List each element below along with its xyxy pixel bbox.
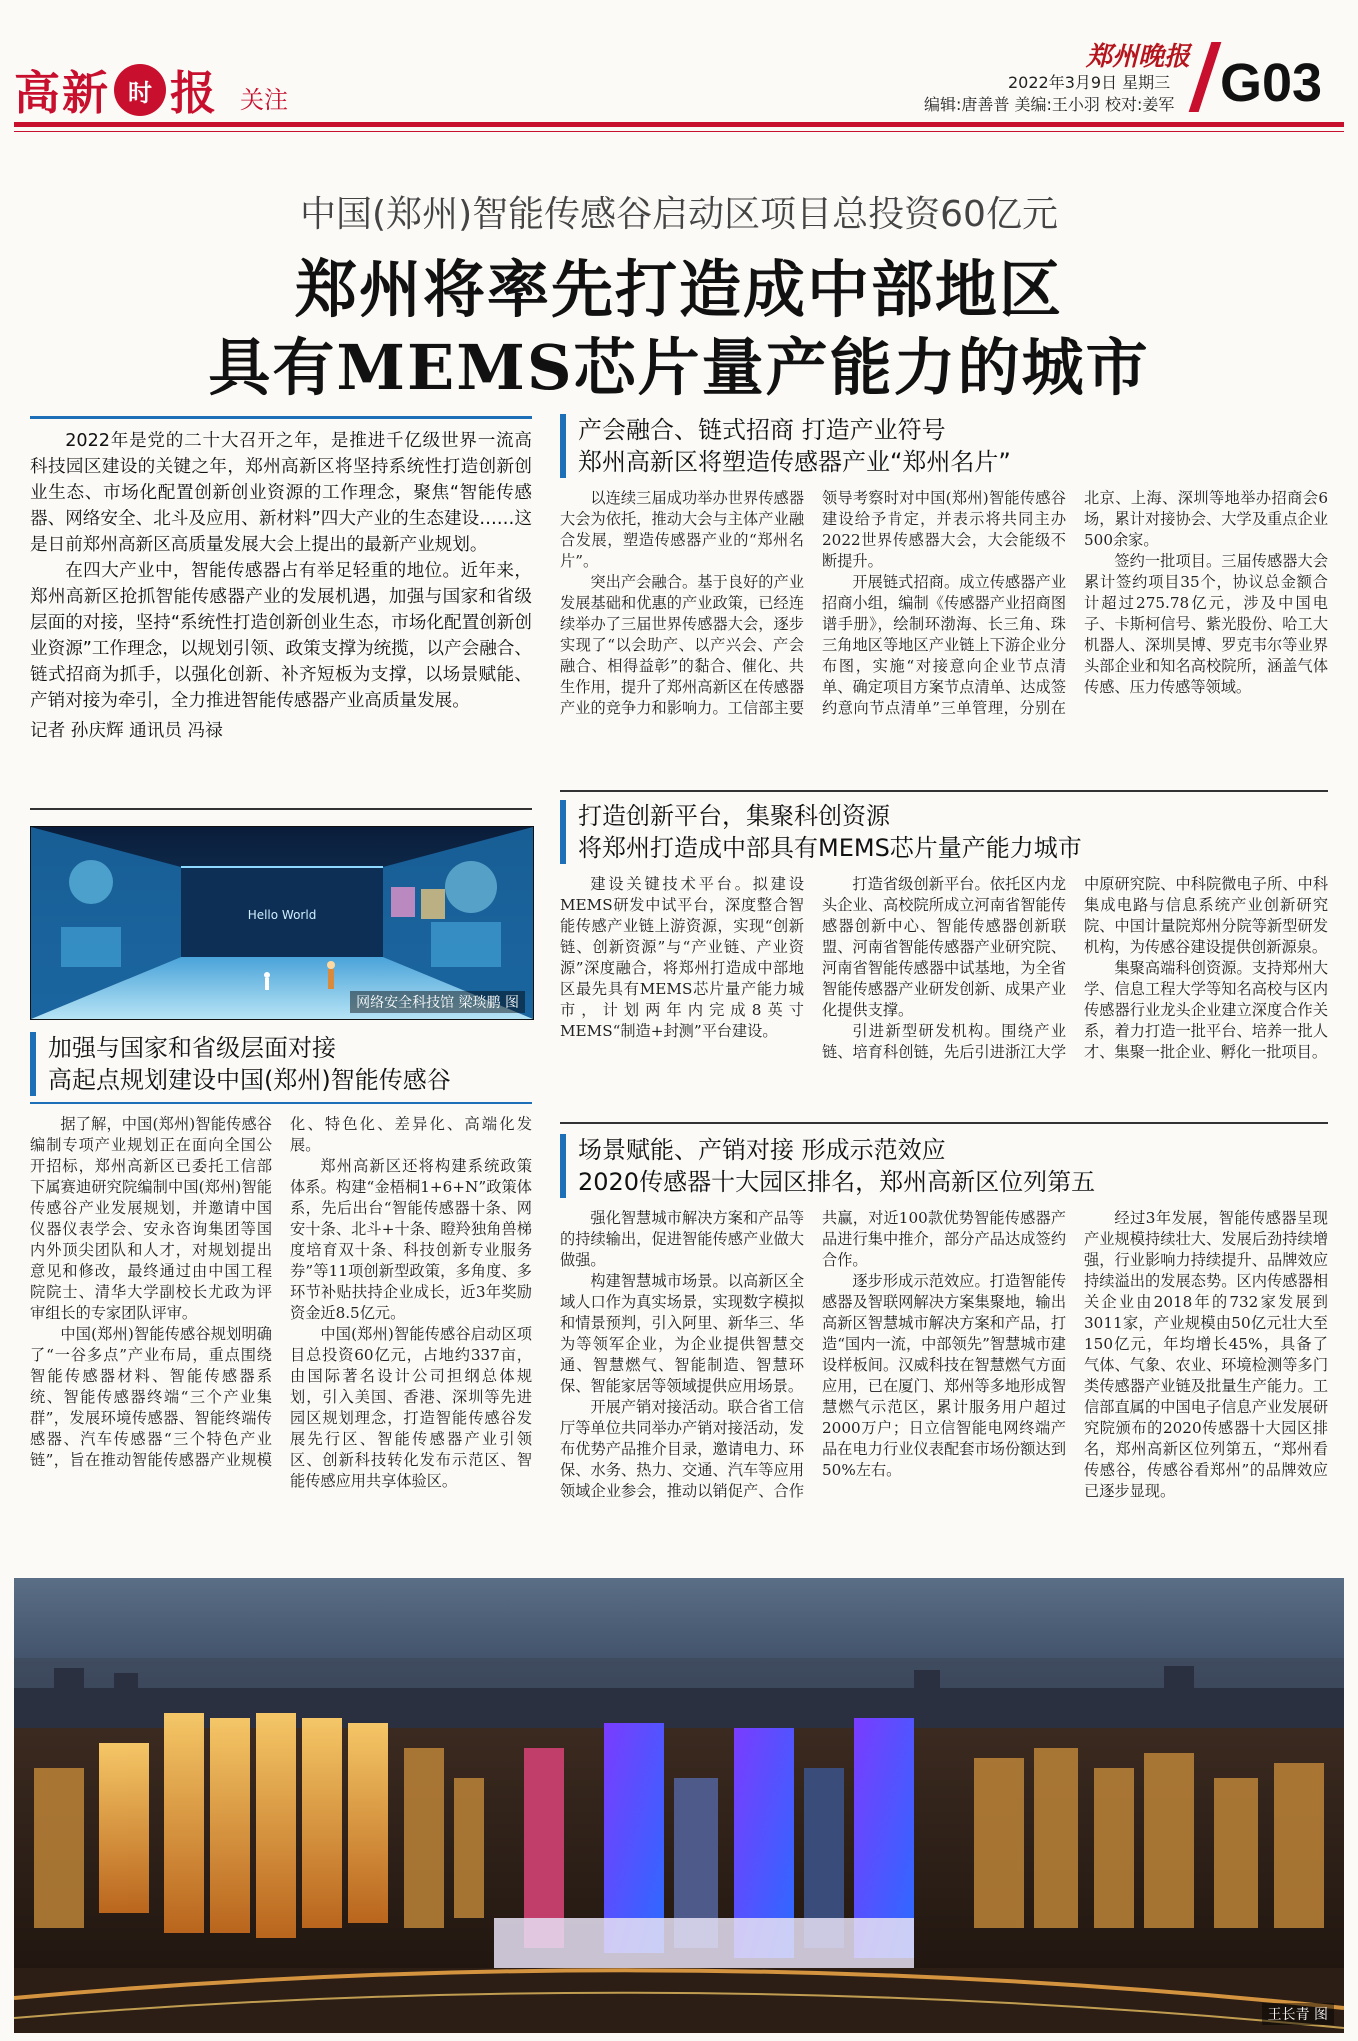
body-paragraph: 打造省级创新平台。依托区内龙头企业、高校院所成立河南省智能传感器创新中心、智能传感器创新联盟、河南省智能传感器产业研究院、河南省智能传感器中试基地，为全省智能传感器产业研发创新、成果产业化提供支撑。 <box>822 875 1066 1019</box>
section-heading-left <box>30 1032 532 1096</box>
lead-article <box>30 428 532 744</box>
body-paragraph: 逐步形成示范效应。打造智能传感器及智联网解决方案集聚地，输出高新区智慧城市解决方案和产品，打造“国内一流，中部领先”智慧城市建设样板间。汉威科技在智慧燃气方面应用，已在厦门、郑州等多地形成智慧燃气示范区，累计服务用户超过2000万户；日立信智能电网终端产品在电力行业仪表配套市场份额达到50%左右。 <box>822 1272 1066 1479</box>
body-paragraph: 签约一批项目。三届传感器大会累计签约项目35个，协议总金额合计超过275.78亿元，涉及中国电子、卡斯柯信号、紫光股份、哈工大机器人、深圳昊博、罗克韦尔等业界头部企业和知名高校院所，涵盖气体传感、压力传感等领域。 <box>1084 552 1328 696</box>
city-night-photo <box>14 1578 1344 2033</box>
body-paragraph: 中国(郑州)智能传感谷规划明确了“一谷多点”产业布局，重点围绕智能传感器材料、智能传感器系统、智能传感器终端“三个产业集群”，发展环境传感器、智能终端传感器、汽车传感器“三个特色产业链”，旨在推动智能传感器产业规模化、特色化、差异化、高端化发展。 <box>30 1115 532 1469</box>
lead-paragraph: 在四大产业中，智能传感器占有举足轻重的地位。近年来，郑州高新区抢抓智能传感器产业的发展机遇，加强与国家和省级层面的对接，坚持“系统性打造创新创业生态，市场化配置创新创业资源”工作理念，以规划引领、政策支撑为统揽，以产会融合、链式招商为抓手，以强化创新、补齐短板为支撑，以场景赋能、产销对接为牵引，全力推进智能传感器产业高质量发展。 <box>30 561 532 711</box>
section-subtitle: 2020传感器十大园区排名，郑州高新区位列第五 <box>578 1168 1096 1196</box>
byline: 记者 孙庆辉 通讯员 冯禄 <box>30 721 223 741</box>
brand-text-left: 高新 <box>14 66 110 120</box>
body-paragraph: 开展链式招商。成立传感器产业招商小组，编制《传感器产业招商图谱手册》，绘制环渤海、长三角、珠三角地区等地区产业链上下游企业分布图，实施“对接意向企业节点清单、确定项目方案节点清单、达成签约意向节点清单”三单管理，分别在北京、上海、深圳等地举办招商会6场，累计对接协会、大学及重点企业500余家。 <box>822 489 1328 717</box>
section-rule <box>30 1102 532 1104</box>
brand-circle-badge: 时 <box>114 64 166 116</box>
headline-line-1: 郑州将率先打造成中部地区 <box>294 253 1063 326</box>
body-paragraph: 郑州高新区还将构建系统政策体系。构建“金梧桐1+6+N”政策体系，先后出台“智能传感器十条、网安十条、北斗+十条、瞪羚独角兽梯度培育双十条、科技创新专业服务券”等11项创新型政策，多角度、多环节补贴扶持企业成长，近3年奖励资金近8.5亿元。 <box>290 1157 532 1322</box>
section-title: 产会融合、链式招商 打造产业符号 <box>578 416 946 444</box>
body-paragraph: 强化智慧城市解决方案和产品等的持续输出，促进智能传感产业做大做强。 <box>560 1209 804 1269</box>
section-subtitle: 郑州高新区将塑造传感器产业“郑州名片” <box>578 448 1011 476</box>
header-divider-thin <box>14 131 1344 132</box>
photo-caption: 王长青 图 <box>1262 2003 1334 2025</box>
body-paragraph: 据了解，中国(郑州)智能传感谷编制专项产业规划正在面向全国公开招标，郑州高新区已委托工信部下属赛迪研究院编制中国(郑州)智能传感谷产业发展规划，并邀请中国仪器仪表学会、安永咨询集团等国内外顶尖团队和人才，对规划提出意见和修改，最终通过由中国工程院院士、清华大学副校长尤政为评审组长的专家团队评审。 <box>30 1115 272 1322</box>
section-subtitle: 高起点规划建设中国(郑州)智能传感谷 <box>48 1066 451 1094</box>
section-body-left <box>30 1114 532 1554</box>
exhibition-hall-photo <box>30 826 534 1020</box>
lead-paragraph: 2022年是党的二十大召开之年，是推进千亿级世界一流高科技园区建设的关键之年，郑州高新区将坚持系统性打造创新创业生态、市场化配置创新创业资源的工作理念，聚焦“智能传感器、网络安全、北斗及应用、新材料”四大产业的生态建设……这是日前郑州高新区高质量发展大会上提出的最新产业规划。 <box>30 431 532 555</box>
page-slash-mark <box>1189 42 1222 112</box>
body-paragraph: 集聚高端科创资源。支持郑州大学、信息工程大学等知名高校与区内传感器行业龙头企业建立深度合作关系，着力打造一批平台、培养一批人才、集聚一批企业、孵化一批项目。 <box>1084 959 1328 1061</box>
section-separator <box>560 790 1328 792</box>
headline-kicker: 中国(郑州)智能传感谷启动区项目总投资60亿元 <box>300 194 1058 235</box>
section-title: 场景赋能、产销对接 形成示范效应 <box>578 1136 946 1164</box>
photo-caption: 网络安全科技馆 梁琰鹏 图 <box>350 991 525 1013</box>
body-paragraph: 开展产销对接活动。联合省工信厅等单位共同举办产销对接活动，发布优势产品推介目录，邀请电力、环保、水务、热力、交通、汽车等应用领域企业参会，推动以销促产、合作共赢，对近100款优势智能传感器产品进行集中推介，部分产品达成签约合作。 <box>560 1209 1066 1500</box>
body-paragraph: 经过3年发展，智能传感器呈现产业规模持续壮大、发展后劲持续增强，行业影响力持续提升、品牌效应持续溢出的发展态势。区内传感器相关企业由2018年的732家发展到3011家，产业规模由50亿元壮大至150亿元，年均增长45%，具备了气体、气象、农业、环境检测等多门类传感器产业链及批量生产能力。工信部直属的中国电子信息产业发展研究院颁布的2020传感器十大园区排名，郑州高新区位列第五，“郑州看传感谷，传感谷看郑州”的品牌效应已逐步显现。 <box>1084 1209 1328 1500</box>
body-paragraph: 以连续三届成功举办世界传感器大会为依托，推动大会与主体产业融合发展，塑造传感器产业的“郑州名片”。 <box>560 489 804 570</box>
hall-screen-text: Hello World <box>247 908 317 922</box>
section-heading-r1 <box>560 414 1338 478</box>
header-divider <box>14 122 1344 127</box>
section-heading-r2 <box>560 800 1338 864</box>
body-paragraph: 构建智慧城市场景。以高新区全域人口作为真实场景，实现数字模拟和情景预判，引入阿里、新华三、华为等领军企业，为企业提供智慧交通、智慧燃气、智能制造、智慧环保、智能家居等领域提供应用场景。 <box>560 1272 804 1395</box>
body-paragraph: 中国(郑州)智能传感谷启动区项目总投资60亿元，占地约337亩，由国际著名设计公司担纲总体规划，引入美国、香港、深圳等先进园区规划理念，打造智能传感谷发展先行区、智能传感器产业引领区、创新科技转化发布示范区、智能传感应用共享体验区。 <box>290 1325 532 1490</box>
body-paragraph: 突出产会融合。基于良好的产业发展基础和优惠的产业政策，已经连续举办了三届世界传感器大会，逐步实现了“以会助产、以产兴会、产会融合、相得益彰”的黏合、催化、共生作用，提升了郑州高新区在传感器产业的竞争力和影响力。工信部主要领导考察时对中国(郑州)智能传感谷建设给予肯定，并表示将共同主办2022世界传感器大会，大会能级不断提升。 <box>560 489 1066 717</box>
section-title: 加强与国家和省级层面对接 <box>48 1034 336 1062</box>
section-label: 关注 <box>240 86 288 114</box>
section-body-r3 <box>560 1208 1328 1560</box>
section-subtitle: 将郑州打造成中部具有MEMS芯片量产能力城市 <box>578 834 1082 862</box>
brand-text-right: 报 <box>170 66 218 120</box>
lead-top-rule <box>30 416 532 419</box>
section-body-r2 <box>560 874 1328 1118</box>
headline-line-2: 具有MEMS芯片量产能力的城市 <box>208 331 1150 404</box>
section-body-r1 <box>560 488 1328 778</box>
page-number: G03 <box>1220 53 1323 113</box>
masthead-brand <box>14 62 218 118</box>
section-separator <box>560 1122 1328 1124</box>
section-heading-r3 <box>560 1134 1338 1198</box>
section-title: 打造创新平台，集聚科创资源 <box>578 802 890 830</box>
issue-date: 2022年3月9日 星期三 <box>1008 73 1171 92</box>
editor-credits: 编辑:唐善普 美编:王小羽 校对:姜军 <box>924 95 1175 114</box>
newspaper-logo: 郑州晚报 <box>1086 42 1191 72</box>
body-paragraph: 建设关键技术平台。拟建设MEMS研发中试平台，深度整合智能传感产业链上游资源，实现“创新链、创新资源”与“产业链、产业资源”深度融合，将郑州打造成中部地区最先具有MEMS芯片量产能力城市，计划两年内完成8英寸MEMS“制造+封测”平台建设。 <box>560 875 804 1040</box>
lead-bottom-rule <box>30 808 532 810</box>
body-paragraph: 引进新型研发机构。围绕产业链、培育科创链，先后引进浙江大学中原研究院、中科院微电子所、中科集成电路与信息系统产业创新研究院、中国计量院郑州分院等新型研发机构，为传感谷建设提供创新源泉。 <box>822 875 1328 1061</box>
city-night-illustration <box>14 1578 1344 2033</box>
